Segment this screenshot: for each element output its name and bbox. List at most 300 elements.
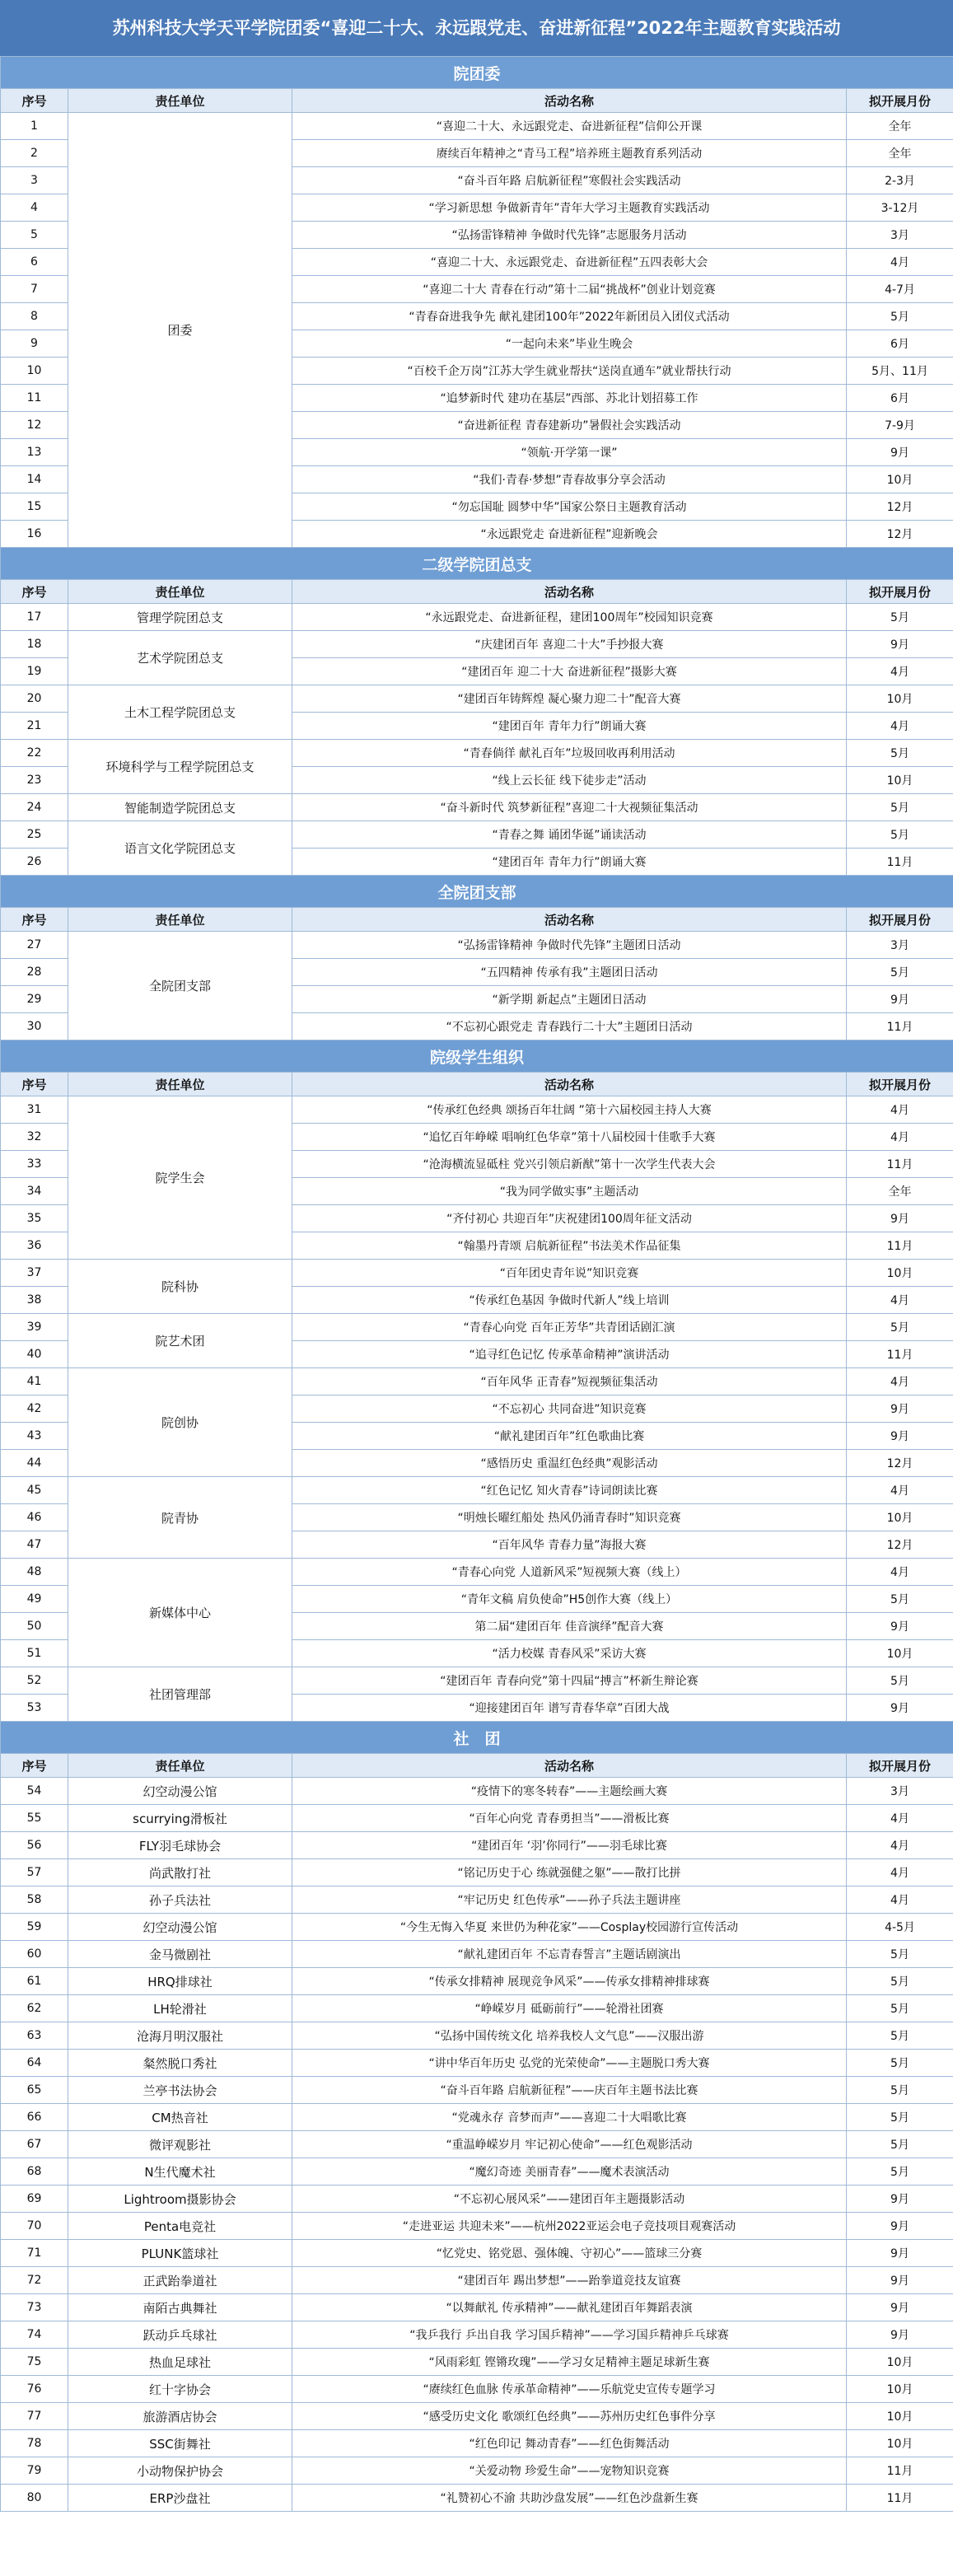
header-month: 拟开展月份 [847,89,953,113]
activity-name: “魔幻奇迹 美丽青春”——魔术表演活动 [292,2158,847,2186]
activity-name: “风雨彩虹 铿锵玫瑰”——学习女足精神主题足球新生赛 [292,2349,847,2376]
responsible-unit: 土木工程学院团总支 [68,685,292,740]
table-row [1,2457,953,2485]
activity-name: “赓续红色血脉 传承革命精神”——乐航党史宣传专题学习 [292,2376,847,2403]
responsible-unit: CM热音社 [68,2104,292,2131]
planned-month: 4-7月 [847,276,953,303]
table-row [1,2294,953,2321]
activity-name: “红色印记 舞动青春”——红色街舞活动 [292,2430,847,2457]
row-number: 48 [1,1559,68,1586]
responsible-unit: ERP沙盘社 [68,2485,292,2512]
table-row [1,794,953,821]
row-number: 42 [1,1396,68,1423]
table-row [1,1096,953,1124]
row-number: 49 [1,1586,68,1613]
activity-name: “追忆百年峥嵘 唱响红色华章”第十八届校园十佳歌手大赛 [292,1124,847,1151]
activity-name: “明烛长曜红船处 热风仍涌青春时”知识竞赛 [292,1504,847,1531]
header-row [1,908,953,932]
row-number: 80 [1,2485,68,2512]
responsible-unit: 孙子兵法社 [68,1886,292,1914]
activity-name: “传承红色经典 颂扬百年壮阔 ”第十六届校园主持人大赛 [292,1096,847,1124]
table-row [1,2240,953,2267]
row-number: 23 [1,767,68,794]
activity-name: “传承红色基因 争做时代新人”线上培训 [292,1287,847,1314]
row-number: 79 [1,2457,68,2485]
planned-month: 11月 [847,1232,953,1260]
header-month: 拟开展月份 [847,1754,953,1778]
activity-name: “红色记忆 知火青春”诗词朗读比赛 [292,1477,847,1504]
planned-month: 9月 [847,1396,953,1423]
row-number: 65 [1,2077,68,2104]
planned-month: 7-9月 [847,412,953,439]
row-number: 70 [1,2213,68,2240]
row-number: 35 [1,1205,68,1232]
header-unit: 责任单位 [68,1754,292,1778]
row-number: 50 [1,1613,68,1640]
planned-month: 4月 [847,1859,953,1886]
row-number: 34 [1,1178,68,1205]
row-number: 72 [1,2267,68,2294]
planned-month: 9月 [847,439,953,466]
planned-month: 4月 [847,1368,953,1396]
row-number: 22 [1,740,68,767]
activity-name: “建团百年 青春向党”第十四届“搏言”杯新生辩论赛 [292,1667,847,1695]
planned-month: 11月 [847,849,953,876]
planned-month: 12月 [847,1450,953,1477]
header-activity: 活动名称 [292,908,847,932]
header-month: 拟开展月份 [847,908,953,932]
table-row [1,1260,953,1287]
activity-name: “奋进新征程 青春建新功”暑假社会实践活动 [292,412,847,439]
responsible-unit: HRQ排球社 [68,1968,292,1995]
activity-name: “献礼建团百年 不忘青春誓言”主题话剧演出 [292,1941,847,1968]
table-row [1,1667,953,1695]
header-activity: 活动名称 [292,1073,847,1096]
activity-name: “讲中华百年历史 弘党的光荣使命”——主题脱口秀大赛 [292,2050,847,2077]
section-title-row [1,876,953,908]
row-number: 55 [1,1805,68,1832]
planned-month: 9月 [847,2213,953,2240]
table-row [1,2349,953,2376]
row-number: 76 [1,2376,68,2403]
planned-month: 5月 [847,604,953,631]
responsible-unit: 全院团支部 [68,932,292,1040]
table-row [1,604,953,631]
activity-name: “建团百年 青年力行”朗诵大赛 [292,849,847,876]
responsible-unit: 兰亭书法协会 [68,2077,292,2104]
table-row [1,113,953,140]
header-no: 序号 [1,580,68,604]
row-number: 62 [1,1995,68,2022]
planned-month: 11月 [847,1341,953,1368]
responsible-unit: 尚武散打社 [68,1859,292,1886]
row-number: 29 [1,986,68,1013]
responsible-unit: 院科协 [68,1260,292,1314]
planned-month: 10月 [847,2349,953,2376]
activity-name: “新学期 新起点”主题团日活动 [292,986,847,1013]
activity-name: “奋斗百年路 启航新征程”寒假社会实践活动 [292,167,847,194]
activity-name: “今生无悔入华夏 来世仍为种花家”——Cosplay校园游行宣传活动 [292,1914,847,1941]
activity-name: “不忘初心展风采”——建团百年主题摄影活动 [292,2186,847,2213]
responsible-unit: PLUNK篮球社 [68,2240,292,2267]
activity-name: “弘扬雷锋精神 争做时代先锋”志愿服务月活动 [292,222,847,249]
planned-month: 4月 [847,1287,953,1314]
row-number: 67 [1,2131,68,2158]
header-no: 序号 [1,1754,68,1778]
planned-month: 5月 [847,1667,953,1695]
section-title-row [1,548,953,580]
row-number: 69 [1,2186,68,2213]
responsible-unit: 微评观影社 [68,2131,292,2158]
planned-month: 9月 [847,631,953,658]
activity-name: “我乒我行 乒出自我 学习国乒精神”——学习国乒精神乒乓球赛 [292,2321,847,2349]
responsible-unit: 智能制造学院团总支 [68,794,292,821]
activity-name: “关爱动物 珍爱生命”——宠物知识竞赛 [292,2457,847,2485]
activity-name: “活力校媒 青春风采”采访大赛 [292,1640,847,1667]
planned-month: 4月 [847,1124,953,1151]
row-number: 56 [1,1832,68,1859]
activity-name: “永远跟党走 奋进新征程”迎新晚会 [292,521,847,548]
row-number: 64 [1,2050,68,2077]
planned-month: 5月 [847,2077,953,2104]
header-row [1,1073,953,1096]
table-row [1,1914,953,1941]
activity-name: “牢记历史 红色传承”——孙子兵法主题讲座 [292,1886,847,1914]
table-row [1,685,953,713]
section-title: 社 团 [1,1722,953,1754]
row-number: 68 [1,2158,68,2186]
planned-month: 6月 [847,385,953,412]
planned-month: 10月 [847,1260,953,1287]
header-row [1,1754,953,1778]
row-number: 57 [1,1859,68,1886]
table-row [1,2267,953,2294]
row-number: 43 [1,1423,68,1450]
planned-month: 12月 [847,521,953,548]
activity-name: “翰墨丹青颂 启航新征程”书法美术作品征集 [292,1232,847,1260]
table-row [1,2376,953,2403]
planned-month: 4月 [847,1096,953,1124]
planned-month: 4月 [847,1886,953,1914]
section-title-row [1,57,953,89]
row-number: 17 [1,604,68,631]
activity-name: “感悟历史 重温红色经典”观影活动 [292,1450,847,1477]
planned-month: 6月 [847,330,953,358]
row-number: 7 [1,276,68,303]
header-row [1,580,953,604]
responsible-unit: Penta电竞社 [68,2213,292,2240]
planned-month: 全年 [847,140,953,167]
responsible-unit: 环境科学与工程学院团总支 [68,740,292,794]
row-number: 71 [1,2240,68,2267]
table-row [1,1859,953,1886]
responsible-unit: 院艺术团 [68,1314,292,1368]
responsible-unit: 幻空动漫公馆 [68,1778,292,1805]
planned-month: 10月 [847,1640,953,1667]
table-row [1,1886,953,1914]
header-no: 序号 [1,1073,68,1096]
row-number: 30 [1,1013,68,1040]
activity-name: “党魂永存 音梦而声”——喜迎二十大唱歌比赛 [292,2104,847,2131]
table-row [1,2430,953,2457]
row-number: 40 [1,1341,68,1368]
row-number: 60 [1,1941,68,1968]
row-number: 75 [1,2349,68,2376]
responsible-unit: FLY羽毛球协会 [68,1832,292,1859]
planned-month: 5月 [847,959,953,986]
activity-name: “青春倘徉 献礼百年”垃圾回收再利用活动 [292,740,847,767]
table-row [1,740,953,767]
activity-name: “喜迎二十大 青春在行动”第十二届“挑战杯”创业计划竞赛 [292,276,847,303]
table-row [1,2077,953,2104]
activity-name: “建团百年铸辉煌 凝心聚力迎二十”配音大赛 [292,685,847,713]
activity-name: “百校千企万岗”江苏大学生就业帮扶“送岗直通车”就业帮扶行动 [292,358,847,385]
table-row [1,1559,953,1586]
planned-month: 4月 [847,1805,953,1832]
activity-name: “奋斗新时代 筑梦新征程”喜迎二十大视频征集活动 [292,794,847,821]
activity-name: “建团百年 青年力行”朗诵大赛 [292,713,847,740]
header-no: 序号 [1,89,68,113]
row-number: 15 [1,493,68,521]
planned-month: 11月 [847,1151,953,1178]
activity-name: 第二届“建团百年 佳音演绎”配音大赛 [292,1613,847,1640]
responsible-unit: 正武跆拳道社 [68,2267,292,2294]
row-number: 21 [1,713,68,740]
activity-name: “建团百年 踢出梦想”——跆拳道竞技友谊赛 [292,2267,847,2294]
planned-month: 5月 [847,1586,953,1613]
row-number: 39 [1,1314,68,1341]
planned-month: 4月 [847,1832,953,1859]
table-row [1,2321,953,2349]
header-row [1,89,953,113]
table-row [1,1477,953,1504]
header-unit: 责任单位 [68,89,292,113]
row-number: 33 [1,1151,68,1178]
row-number: 45 [1,1477,68,1504]
responsible-unit: 南陌古典舞社 [68,2294,292,2321]
row-number: 47 [1,1531,68,1559]
header-month: 拟开展月份 [847,580,953,604]
row-number: 32 [1,1124,68,1151]
section-title-row [1,1722,953,1754]
responsible-unit: 院创协 [68,1368,292,1477]
row-number: 19 [1,658,68,685]
responsible-unit: 语言文化学院团总支 [68,821,292,876]
activity-name: “庆建团百年 喜迎二十大”手抄报大赛 [292,631,847,658]
activity-table-body [1,57,953,2512]
planned-month: 4月 [847,249,953,276]
planned-month: 9月 [847,2294,953,2321]
table-row [1,2158,953,2186]
section-title: 院团委 [1,57,953,89]
activity-name: “青春心向党 人道新风采”短视频大赛（线上） [292,1559,847,1586]
header-unit: 责任单位 [68,1073,292,1096]
responsible-unit: LH轮滑社 [68,1995,292,2022]
table-row [1,1832,953,1859]
planned-month: 5月 [847,303,953,330]
activity-name: “铭记历史于心 练就强健之躯”——散打比拼 [292,1859,847,1886]
responsible-unit: 社团管理部 [68,1667,292,1722]
row-number: 52 [1,1667,68,1695]
row-number: 20 [1,685,68,713]
activity-name: “忆党史、铭党恩、强体魄、守初心”——篮球三分赛 [292,2240,847,2267]
activity-name: “弘扬中国传统文化 培养我校人文气息”——汉服出游 [292,2022,847,2050]
row-number: 66 [1,2104,68,2131]
header-unit: 责任单位 [68,908,292,932]
planned-month: 5月 [847,1941,953,1968]
row-number: 31 [1,1096,68,1124]
header-no: 序号 [1,908,68,932]
table-row [1,821,953,849]
row-number: 24 [1,794,68,821]
planned-month: 10月 [847,2430,953,2457]
planned-month: 9月 [847,1423,953,1450]
planned-month: 5月 [847,2050,953,2077]
row-number: 51 [1,1640,68,1667]
row-number: 54 [1,1778,68,1805]
planned-month: 9月 [847,2321,953,2349]
row-number: 73 [1,2294,68,2321]
activity-name: “青春心向党 百年正芳华”共青团话剧汇演 [292,1314,847,1341]
row-number: 38 [1,1287,68,1314]
row-number: 44 [1,1450,68,1477]
row-number: 8 [1,303,68,330]
activity-name: “青年文稿 肩负使命”H5创作大赛（线上） [292,1586,847,1613]
activity-name: “青春之舞 诵团华诞”诵读活动 [292,821,847,849]
table-row [1,1314,953,1341]
row-number: 77 [1,2403,68,2430]
responsible-unit: 艺术学院团总支 [68,631,292,685]
section-title-row [1,1040,953,1073]
row-number: 78 [1,2430,68,2457]
row-number: 9 [1,330,68,358]
planned-month: 4月 [847,658,953,685]
row-number: 28 [1,959,68,986]
responsible-unit: 幻空动漫公馆 [68,1914,292,1941]
planned-month: 5月 [847,2022,953,2050]
table-row [1,1805,953,1832]
row-number: 3 [1,167,68,194]
planned-month: 5月、11月 [847,358,953,385]
planned-month: 10月 [847,1504,953,1531]
activity-name: “建团百年 ‘羽’你同行”——羽毛球比赛 [292,1832,847,1859]
planned-month: 5月 [847,1995,953,2022]
responsible-unit: scurrying滑板社 [68,1805,292,1832]
row-number: 41 [1,1368,68,1396]
planned-month: 3-12月 [847,194,953,222]
responsible-unit: N生代魔术社 [68,2158,292,2186]
header-activity: 活动名称 [292,580,847,604]
row-number: 46 [1,1504,68,1531]
header-month: 拟开展月份 [847,1073,953,1096]
activity-name: “奋斗百年路 启航新征程”——庆百年主题书法比赛 [292,2077,847,2104]
row-number: 16 [1,521,68,548]
row-number: 61 [1,1968,68,1995]
row-number: 37 [1,1260,68,1287]
activity-name: “迎接建团百年 谱写青春华章”百团大战 [292,1695,847,1722]
row-number: 13 [1,439,68,466]
table-row [1,932,953,959]
activity-name: “我们·青春·梦想”青春故事分享会活动 [292,466,847,493]
planned-month: 12月 [847,1531,953,1559]
row-number: 63 [1,2022,68,2050]
responsible-unit: 粲然脱口秀社 [68,2050,292,2077]
activity-name: “沧海横流显砥柱 党兴引领启新猷”第十一次学生代表大会 [292,1151,847,1178]
row-number: 11 [1,385,68,412]
row-number: 26 [1,849,68,876]
activity-name: “峥嵘岁月 砥砺前行”——轮滑社团赛 [292,1995,847,2022]
activity-name: “勿忘国耻 圆梦中华”国家公祭日主题教育活动 [292,493,847,521]
table-row [1,1778,953,1805]
table-row [1,2403,953,2430]
row-number: 53 [1,1695,68,1722]
activity-name: “百年心向党 青春勇担当”——滑板比赛 [292,1805,847,1832]
planned-month: 5月 [847,794,953,821]
responsible-unit: 管理学院团总支 [68,604,292,631]
table-row [1,2022,953,2050]
responsible-unit: Lightroom摄影协会 [68,2186,292,2213]
responsible-unit: 热血足球社 [68,2349,292,2376]
responsible-unit: 沧海月明汉服社 [68,2022,292,2050]
row-number: 14 [1,466,68,493]
activity-name: “一起向未来”毕业生晚会 [292,330,847,358]
row-number: 4 [1,194,68,222]
table-row [1,1368,953,1396]
planned-month: 全年 [847,1178,953,1205]
responsible-unit: 跃动乒乓球社 [68,2321,292,2349]
activity-name: “不忘初心跟党走 青春践行二十大”主题团日活动 [292,1013,847,1040]
activity-table [0,56,953,2512]
planned-month: 4月 [847,713,953,740]
table-row [1,2186,953,2213]
responsible-unit: 红十字协会 [68,2376,292,2403]
table-row [1,2485,953,2512]
responsible-unit: 小动物保护协会 [68,2457,292,2485]
row-number: 12 [1,412,68,439]
planned-month: 4月 [847,1559,953,1586]
section-title: 全院团支部 [1,876,953,908]
activity-name: “线上云长征 线下徒步走”活动 [292,767,847,794]
activity-name: “走进亚运 共迎未来”——杭州2022亚运会电子竞技项目观赛活动 [292,2213,847,2240]
planned-month: 5月 [847,1968,953,1995]
row-number: 18 [1,631,68,658]
row-number: 5 [1,222,68,249]
planned-month: 11月 [847,2457,953,2485]
row-number: 74 [1,2321,68,2349]
row-number: 25 [1,821,68,849]
activity-name: “献礼建团百年”红色歌曲比赛 [292,1423,847,1450]
activity-name: “五四精神 传承有我”主题团日活动 [292,959,847,986]
planned-month: 10月 [847,767,953,794]
table-row [1,1995,953,2022]
row-number: 2 [1,140,68,167]
row-number: 1 [1,113,68,140]
header-unit: 责任单位 [68,580,292,604]
responsible-unit: 旅游酒店协会 [68,2403,292,2430]
planned-month: 4-5月 [847,1914,953,1941]
planned-month: 3月 [847,222,953,249]
planned-month: 5月 [847,821,953,849]
activity-name: “追梦新时代 建功在基层”西部、苏北计划招募工作 [292,385,847,412]
planned-month: 5月 [847,2131,953,2158]
planned-month: 11月 [847,2485,953,2512]
activity-name: “追寻红色记忆 传承革命精神”演讲活动 [292,1341,847,1368]
activity-name: “永远跟党走、奋进新征程，建团100周年”校园知识竞赛 [292,604,847,631]
planned-month: 12月 [847,493,953,521]
responsible-unit: SSC街舞社 [68,2430,292,2457]
activity-name: “学习新思想 争做新青年”青年大学习主题教育实践活动 [292,194,847,222]
responsible-unit: 院青协 [68,1477,292,1559]
